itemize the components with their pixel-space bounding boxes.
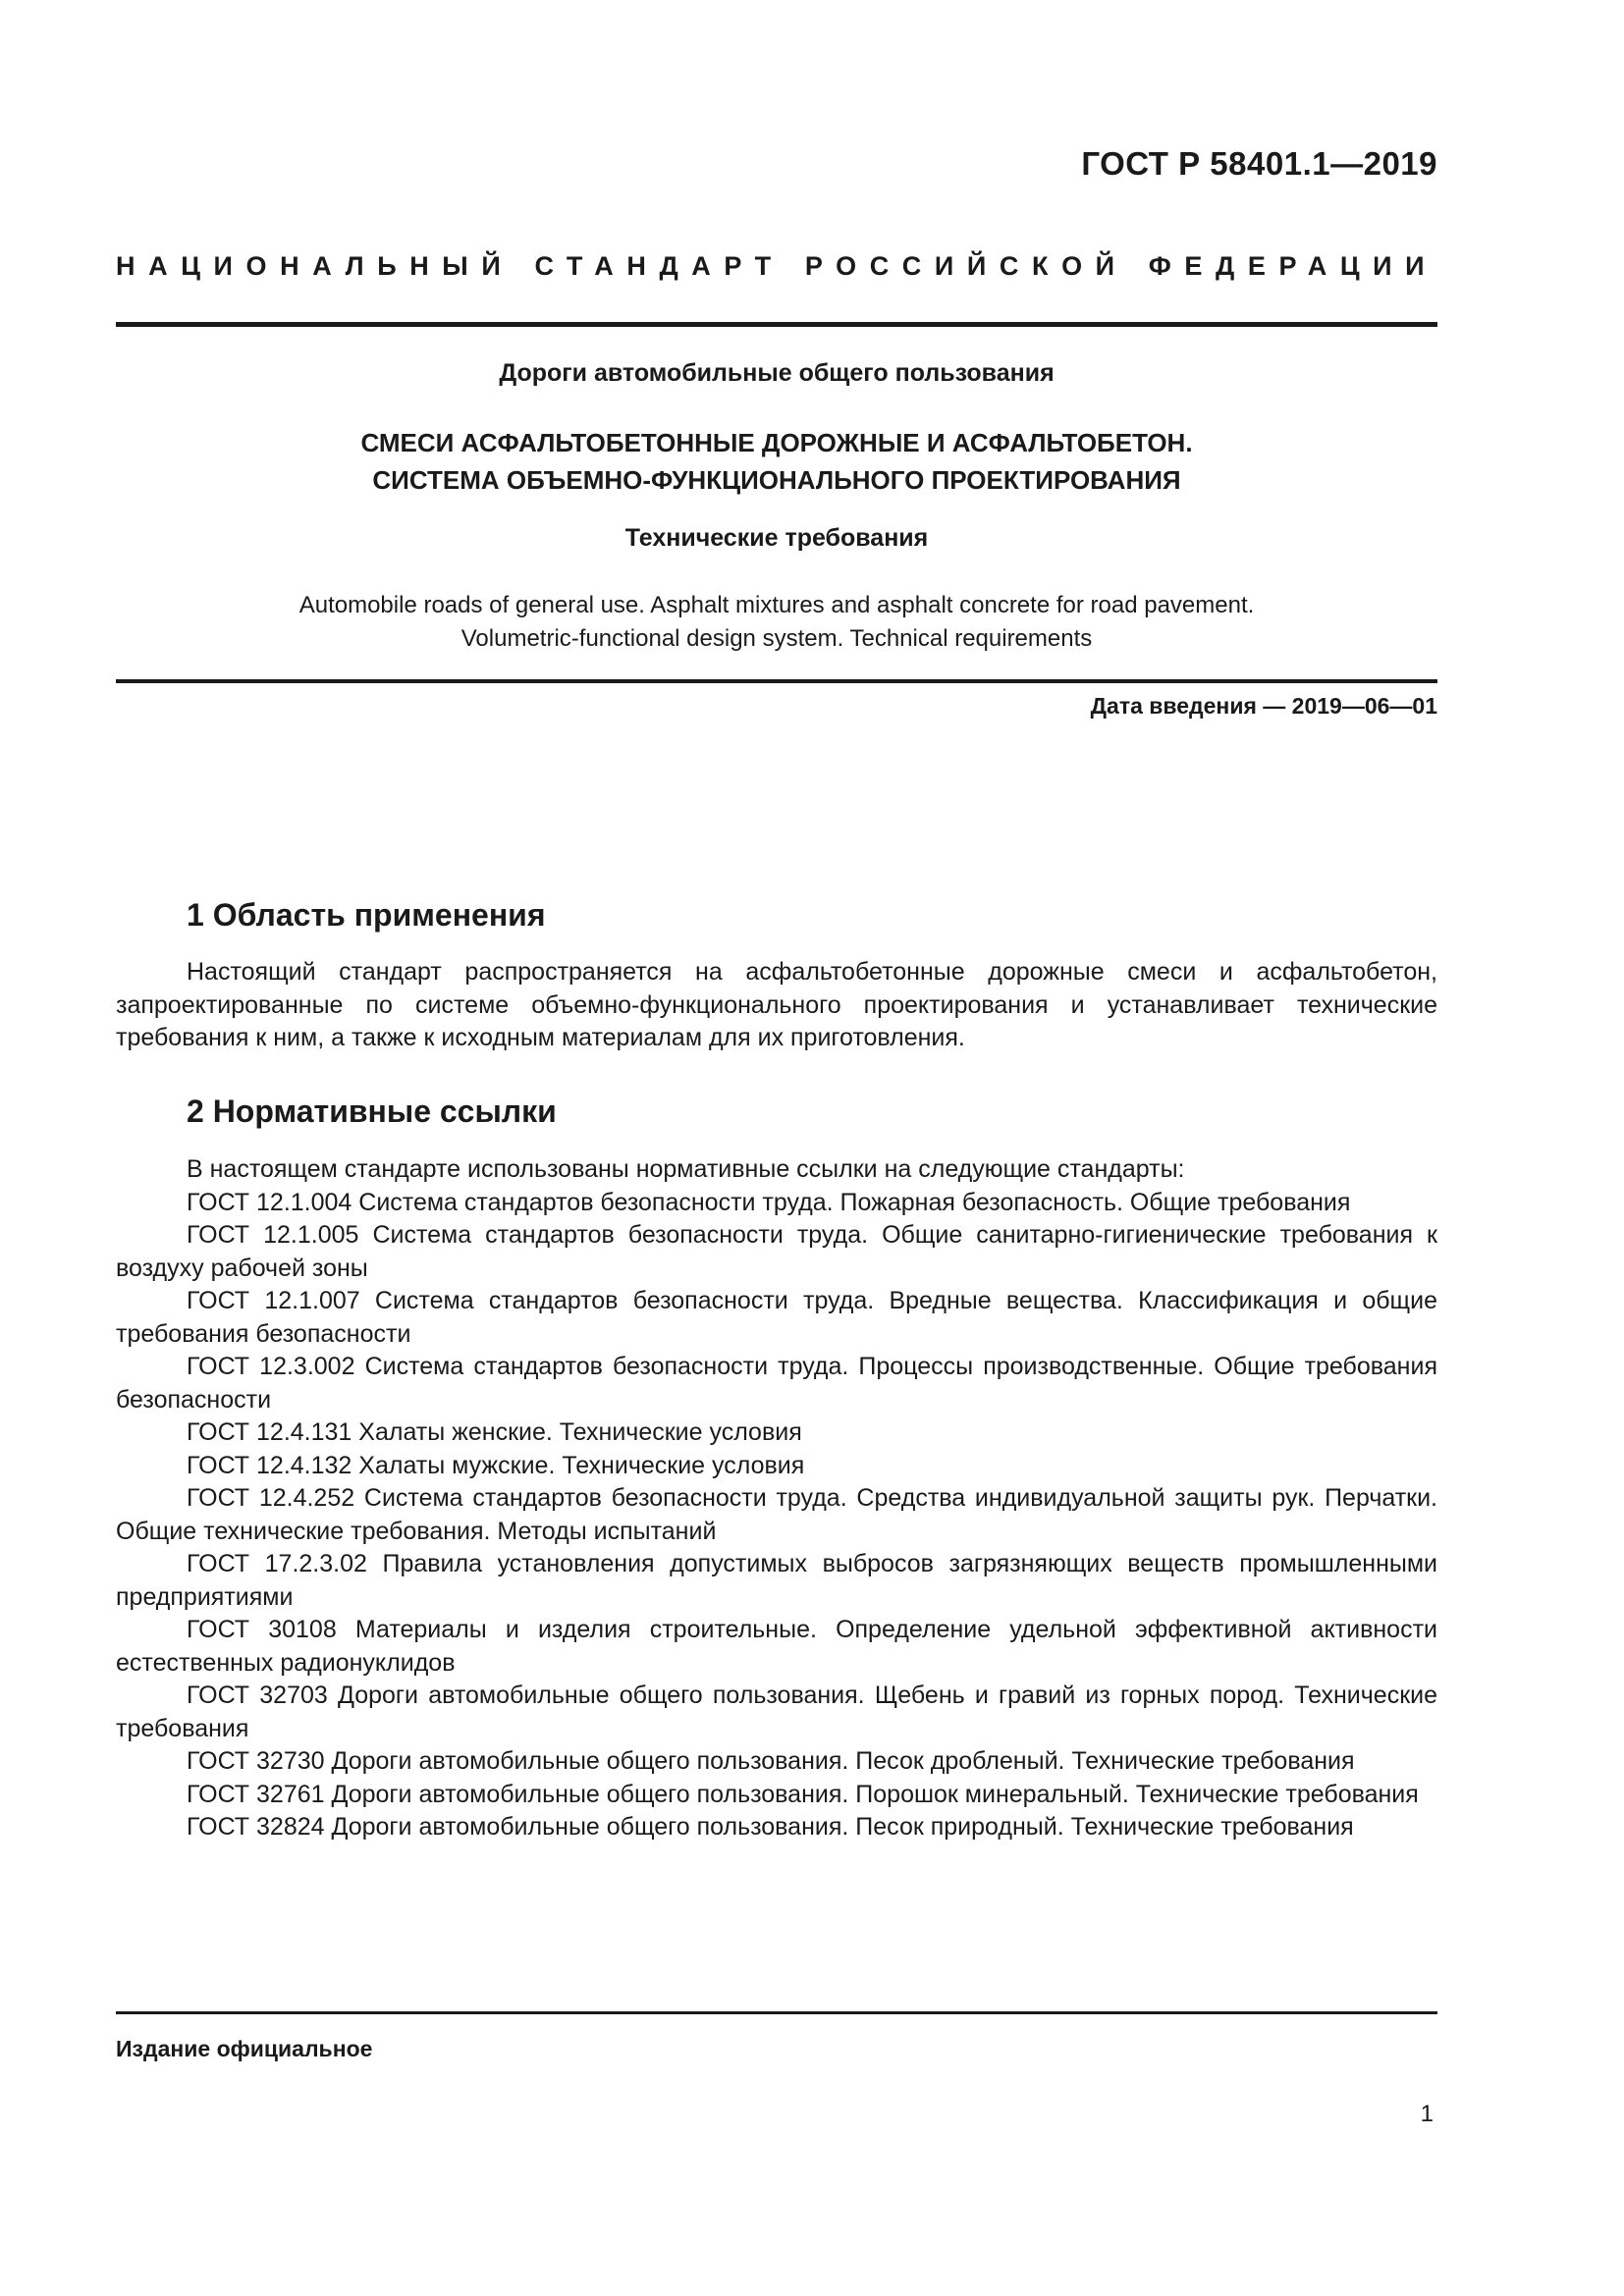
reference-item: ГОСТ 12.3.002 Система стандартов безопасности труда. Процессы производственные. Общие требования безопасности — [116, 1353, 1437, 1414]
reference-item: ГОСТ 12.4.131 Халаты женские. Технические условия — [187, 1418, 802, 1446]
section1-body — [116, 956, 1437, 1055]
section2-title: 2 Нормативные ссылки — [187, 1094, 557, 1129]
section2-body — [116, 1153, 1437, 1844]
section1-title: 1 Область применения — [187, 897, 546, 933]
reference-item: ГОСТ 12.1.004 Система стандартов безопасности труда. Пожарная безопасность. Общие требования — [187, 1188, 1351, 1216]
top-rule — [116, 322, 1437, 327]
main-title — [116, 424, 1437, 499]
introduction-date: Дата введения — 2019—06—01 — [1090, 693, 1437, 719]
english-title — [116, 589, 1437, 656]
reference-item: ГОСТ 12.4.132 Халаты мужские. Технические условия — [187, 1451, 805, 1479]
reference-item: ГОСТ 17.2.3.02 Правила установления допустимых выбросов загрязняющих веществ промышленными предприятиями — [116, 1550, 1437, 1611]
title-group: Дороги автомобильные общего пользования — [499, 359, 1055, 387]
reference-item: ГОСТ 32824 Дороги автомобильные общего пользования. Песок природный. Технические требования — [187, 1813, 1354, 1841]
english-title-line2: Volumetric-functional design system. Technical requirements — [460, 625, 1093, 652]
reference-item: ГОСТ 12.4.252 Система стандартов безопасности труда. Средства индивидуальной защиты рук. Перчатки. Общие технические требования. Методы испытаний — [116, 1484, 1437, 1545]
main-title-line2: СИСТЕМА ОБЪЕМНО-ФУНКЦИОНАЛЬНОГО ПРОЕКТИРОВАНИЯ — [372, 465, 1181, 495]
official-edition-label: Издание официальное — [116, 2036, 373, 2061]
section1-paragraph: Настоящий стандарт распространяется на асфальтобетонные дорожные смеси и асфальтобетон, запроектированные по системе объемно-функционального проектирования и устанавливает технические требования к ним, а также к исходным материалам для их приготовления. — [116, 958, 1437, 1051]
section2-intro: В настоящем стандарте использованы нормативные ссылки на следующие стандарты: — [187, 1155, 1185, 1183]
reference-item: ГОСТ 32730 Дороги автомобильные общего пользования. Песок дробленый. Технические требования — [187, 1747, 1355, 1775]
main-title-line1: СМЕСИ АСФАЛЬТОБЕТОННЫЕ ДОРОЖНЫЕ И АСФАЛЬТОБЕТОН. — [360, 428, 1193, 457]
national-standard-heading: НАЦИОНАЛЬНЫЙ СТАНДАРТ РОССИЙСКОЙ ФЕДЕРАЦИИ — [116, 251, 1438, 281]
reference-item: ГОСТ 32761 Дороги автомобильные общего пользования. Порошок минеральный. Технические требования — [187, 1780, 1419, 1808]
standard-code: ГОСТ Р 58401.1—2019 — [1081, 145, 1437, 182]
english-title-line1: Automobile roads of general use. Asphalt mixtures and asphalt concrete for road pavement. — [298, 592, 1255, 618]
reference-item: ГОСТ 30108 Материалы и изделия строительные. Определение удельной эффективной активности естественных радионуклидов — [116, 1616, 1437, 1677]
page-number: 1 — [1420, 2101, 1434, 2127]
footer-rule — [116, 2011, 1437, 2014]
reference-item: ГОСТ 12.1.007 Система стандартов безопасности труда. Вредные вещества. Классификация и общие требования безопасности — [116, 1287, 1437, 1348]
title-bottom-rule — [116, 679, 1437, 683]
subtitle: Технические требования — [624, 524, 929, 552]
reference-item: ГОСТ 32703 Дороги автомобильные общего пользования. Щебень и гравий из горных пород. Технические требования — [116, 1682, 1437, 1742]
reference-item: ГОСТ 12.1.005 Система стандартов безопасности труда. Общие санитарно-гигиенические требования к воздуху рабочей зоны — [116, 1221, 1437, 1282]
